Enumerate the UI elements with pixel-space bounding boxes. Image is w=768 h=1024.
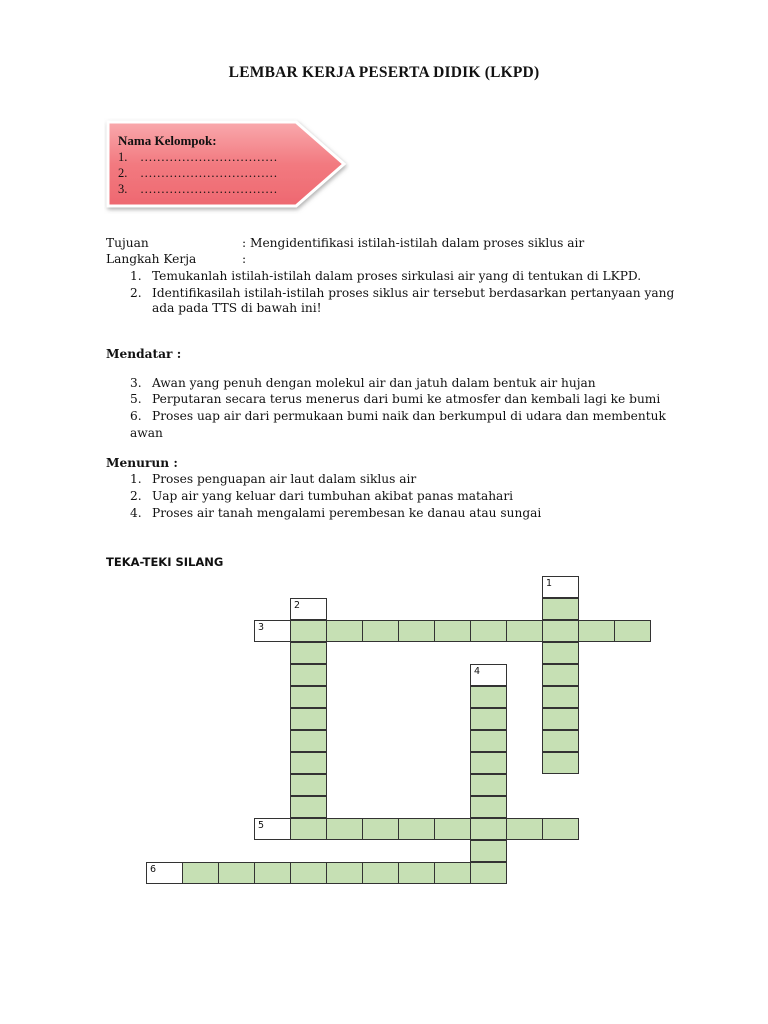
- group-member-1: 1. ……………………………: [118, 150, 278, 164]
- crossword-cell[interactable]: [470, 686, 507, 708]
- mendatar-item-3: 3. Awan yang penuh dengan molekul air dan jatuh dalam bentuk air hujan: [130, 376, 596, 390]
- langkah-colon: :: [242, 252, 247, 266]
- page-title: LEMBAR KERJA PESERTA DIDIK (LKPD): [228, 64, 540, 81]
- crossword-clue-number: 3: [258, 622, 265, 633]
- crossword-cell[interactable]: [254, 818, 291, 840]
- crossword-heading: TEKA-TEKI SILANG: [106, 555, 224, 569]
- mendatar-item-6-cont: awan: [130, 426, 163, 440]
- group-member-2: 2. ……………………………: [118, 166, 278, 180]
- crossword-cell[interactable]: [542, 576, 579, 598]
- crossword-cell[interactable]: [506, 818, 543, 840]
- crossword-cell[interactable]: [290, 752, 327, 774]
- crossword-cell[interactable]: [506, 620, 543, 642]
- crossword-cell[interactable]: [326, 862, 363, 884]
- crossword-cell[interactable]: [362, 862, 399, 884]
- crossword-cell[interactable]: [362, 620, 399, 642]
- menurun-item-4: 4. Proses air tanah mengalami perembesan ke danau atau sungai: [130, 506, 542, 520]
- crossword-cell[interactable]: [146, 862, 183, 884]
- crossword-clue-number: 4: [474, 666, 481, 677]
- crossword-cell[interactable]: [326, 818, 363, 840]
- crossword-cell[interactable]: [290, 796, 327, 818]
- crossword-cell[interactable]: [218, 862, 255, 884]
- mendatar-item-6: 6. Proses uap air dari permukaan bumi naik dan berkumpul di udara dan membentuk: [130, 409, 666, 423]
- crossword-cell[interactable]: [326, 620, 363, 642]
- crossword-cell[interactable]: [290, 818, 327, 840]
- crossword-cell[interactable]: [254, 862, 291, 884]
- crossword-cell[interactable]: [290, 620, 327, 642]
- crossword-cell[interactable]: [542, 818, 579, 840]
- crossword-cell[interactable]: [290, 664, 327, 686]
- crossword-cell[interactable]: [434, 818, 471, 840]
- crossword-cell[interactable]: [542, 664, 579, 686]
- crossword-cell[interactable]: [398, 862, 435, 884]
- crossword-cell[interactable]: [470, 620, 507, 642]
- crossword-cell[interactable]: [470, 840, 507, 862]
- crossword-cell[interactable]: [542, 620, 579, 642]
- crossword-cell[interactable]: [542, 598, 579, 620]
- langkah-label: Langkah Kerja: [106, 252, 197, 266]
- crossword-cell[interactable]: [290, 642, 327, 664]
- crossword-cell[interactable]: [182, 862, 219, 884]
- crossword-cell[interactable]: [470, 796, 507, 818]
- crossword-cell[interactable]: [470, 664, 507, 686]
- crossword-cell[interactable]: [470, 818, 507, 840]
- crossword-cell[interactable]: [290, 686, 327, 708]
- crossword-cell[interactable]: [470, 774, 507, 796]
- crossword-cell[interactable]: [470, 752, 507, 774]
- crossword-cell[interactable]: [542, 730, 579, 752]
- crossword-cell[interactable]: [290, 598, 327, 620]
- crossword-cell[interactable]: [614, 620, 651, 642]
- crossword-cell[interactable]: [290, 708, 327, 730]
- step-2-cont: ada pada TTS di bawah ini!: [152, 301, 322, 315]
- crossword-clue-number: 2: [294, 600, 301, 611]
- crossword-clue-number: 6: [150, 864, 157, 875]
- crossword-cell[interactable]: [398, 818, 435, 840]
- crossword-cell[interactable]: [542, 752, 579, 774]
- crossword-cell[interactable]: [434, 862, 471, 884]
- crossword-cell[interactable]: [470, 862, 507, 884]
- crossword-clue-number: 1: [546, 578, 553, 589]
- tujuan-text: : Mengidentifikasi istilah-istilah dalam proses siklus air: [242, 236, 585, 250]
- crossword-cell[interactable]: [542, 708, 579, 730]
- crossword-cell[interactable]: [470, 708, 507, 730]
- step-1: 1. Temukanlah istilah-istilah dalam proses sirkulasi air yang di tentukan di LKPD.: [130, 269, 642, 283]
- crossword-cell[interactable]: [542, 642, 579, 664]
- mendatar-item-5: 5. Perputaran secara terus menerus dari bumi ke atmosfer dan kembali lagi ke bumi: [130, 392, 661, 406]
- tujuan-label: Tujuan: [106, 236, 149, 250]
- menurun-item-1: 1. Proses penguapan air laut dalam siklus air: [130, 472, 417, 486]
- mendatar-heading: Mendatar :: [106, 347, 182, 361]
- crossword-cell[interactable]: [254, 620, 291, 642]
- crossword-cell[interactable]: [290, 730, 327, 752]
- crossword-cell[interactable]: [362, 818, 399, 840]
- crossword-cell[interactable]: [290, 774, 327, 796]
- group-member-3: 3. ……………………………: [118, 182, 278, 196]
- crossword-cell[interactable]: [542, 686, 579, 708]
- crossword-cell[interactable]: [398, 620, 435, 642]
- menurun-item-2: 2. Uap air yang keluar dari tumbuhan akibat panas matahari: [130, 489, 514, 503]
- crossword-cell[interactable]: [290, 862, 327, 884]
- crossword-cell[interactable]: [470, 730, 507, 752]
- crossword-clue-number: 5: [258, 820, 265, 831]
- crossword-cell[interactable]: [434, 620, 471, 642]
- step-2: 2. Identifikasilah istilah-istilah proses siklus air tersebut berdasarkan pertanyaan yang: [130, 286, 675, 300]
- crossword-cell[interactable]: [578, 620, 615, 642]
- menurun-heading: Menurun :: [106, 456, 178, 470]
- group-name-label: Nama Kelompok:: [118, 133, 217, 148]
